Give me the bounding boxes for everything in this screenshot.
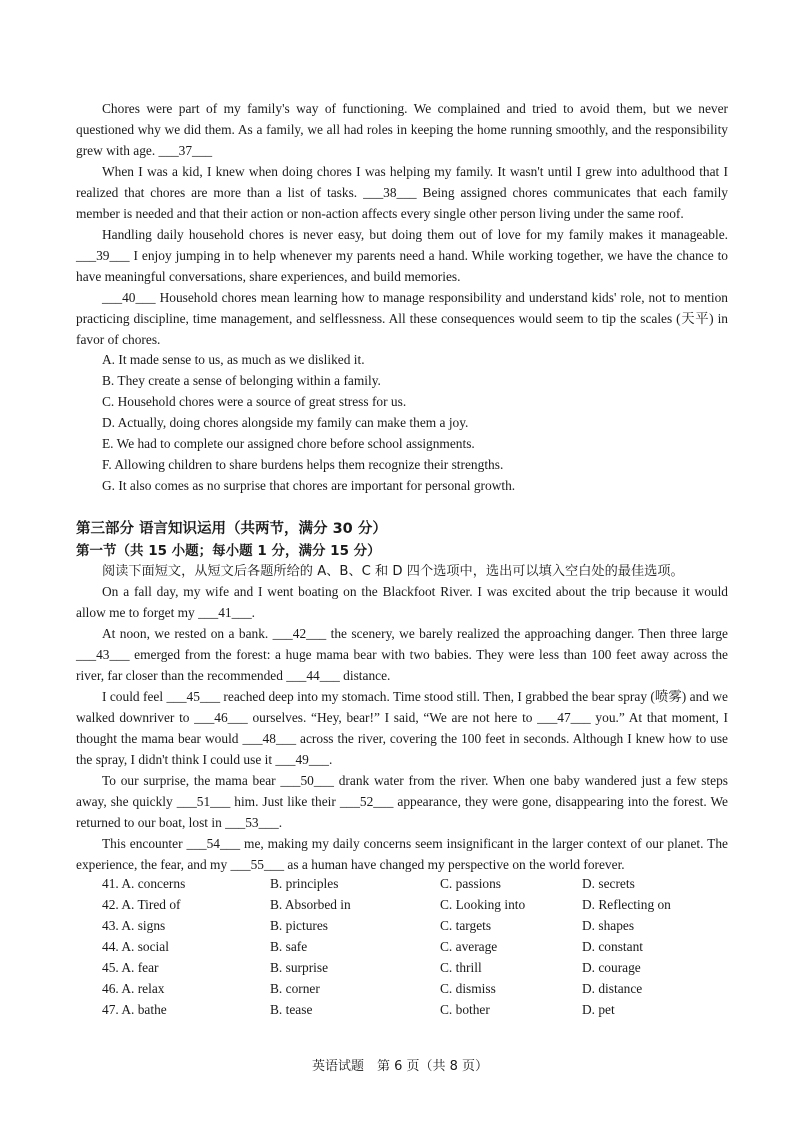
reading-paragraph-4: ___40___ Household chores mean learning how to manage responsibility and understand kids' role, not to mention practicing discipline, time management, and selflessness. All these consequences would seem to tip the scales (天平) in favor of chores. bbox=[76, 290, 732, 347]
cloze-paragraph-2: At noon, we rested on a bank. ___42___ the scenery, we barely realized the approaching danger. Then three large ___43___ emerged from the forest: a huge mama bear with two babies. They were less than 100 feet away across the river, far closer than the recommended ___44___ distance. bbox=[76, 626, 732, 683]
option-b: B. They create a sense of belonging within a family. bbox=[102, 373, 381, 388]
choice-d: D. courage bbox=[582, 960, 641, 975]
reading-paragraph-1: Chores were part of my family's way of functioning. We complained and tried to avoid them, but we never questioned why we did them. As a family, we all had roles in keeping the home running smoothly, and the responsibility grew with age. ___37___ bbox=[76, 101, 732, 158]
choice-d: D. pet bbox=[582, 1002, 615, 1017]
page-footer: 英语试题 第 6 页（共 8 页） bbox=[311, 1059, 489, 1074]
choice-b: B. Absorbed in bbox=[270, 897, 351, 912]
reading-paragraph-3: Handling daily household chores is never easy, but doing them out of love for my family makes it manageable. ___39___ I enjoy jumping in to help whenever my parents need a hand. While working together, we have the chance to have meaningful conversations, share experiences, and build memories. bbox=[76, 227, 732, 284]
choice-a: 43. A. signs bbox=[102, 918, 166, 933]
choice-c: C. bother bbox=[440, 1002, 490, 1017]
cloze-paragraph-1: On a fall day, my wife and I went boating on the Blackfoot River. I was excited about the trip because it would allow me to forget my ___41___. bbox=[76, 584, 732, 620]
choice-c: C. Looking into bbox=[440, 897, 526, 912]
choice-a: 46. A. relax bbox=[102, 981, 165, 996]
choice-d: D. Reflecting on bbox=[582, 897, 671, 912]
choice-d: D. shapes bbox=[582, 918, 635, 933]
question-row bbox=[102, 939, 742, 960]
option-a: A. It made sense to us, as much as we disliked it. bbox=[102, 352, 365, 367]
choice-a: 47. A. bathe bbox=[102, 1002, 167, 1017]
choice-a: 45. A. fear bbox=[102, 960, 159, 975]
choice-c: C. thrill bbox=[440, 960, 482, 975]
choice-b: B. safe bbox=[270, 939, 308, 954]
choice-b: B. principles bbox=[270, 876, 339, 891]
reading-paragraph-2: When I was a kid, I knew when doing chores I was helping my family. It wasn't until I grew into adulthood that I realized that chores are more than a list of tasks. ___38___ Being assigned chores communicates that each family member is needed and that their action or non-action affects every single other person living under the same roof. bbox=[76, 164, 732, 221]
question-row bbox=[102, 897, 742, 918]
cloze-paragraph-3: I could feel ___45___ reached deep into my stomach. Time stood still. Then, I grabbed the bear spray (喷雾) and we walked downriver to ___46___ ourselves. “Hey, bear!” I said, “We are not here to ___47___ you.” At that moment, I thought the mama bear would ___48___ across the river, covering the 100 feet in seconds. Although I knew how to use the spray, I didn't think I could use it ___49___. bbox=[76, 689, 732, 767]
option-g: G. It also comes as no surprise that chores are important for personal growth. bbox=[102, 478, 516, 493]
choice-b: B. pictures bbox=[270, 918, 329, 933]
option-c: C. Household chores were a source of great stress for us. bbox=[102, 394, 407, 409]
choice-c: C. passions bbox=[440, 876, 502, 891]
choice-d: D. distance bbox=[582, 981, 643, 996]
choice-b: B. surprise bbox=[270, 960, 329, 975]
question-row bbox=[102, 876, 742, 897]
instruction: 阅读下面短文，从短文后各题所给的 A、B、C 和 D 四个选项中，选出可以填入空白处的最佳选项。 bbox=[102, 564, 684, 579]
choice-b: B. corner bbox=[270, 981, 320, 996]
choice-a: 42. A. Tired of bbox=[102, 897, 181, 912]
choice-d: D. secrets bbox=[582, 876, 635, 891]
choice-c: C. dismiss bbox=[440, 981, 496, 996]
choice-b: B. tease bbox=[270, 1002, 313, 1017]
question-row bbox=[102, 981, 742, 1002]
choice-d: D. constant bbox=[582, 939, 643, 954]
choice-c: C. average bbox=[440, 939, 498, 954]
part3-heading: 第三部分 语言知识运用（共两节，满分 30 分） bbox=[76, 521, 387, 537]
option-f: F. Allowing children to share burdens helps them recognize their strengths. bbox=[102, 457, 504, 472]
option-e: E. We had to complete our assigned chore before school assignments. bbox=[102, 436, 475, 451]
choice-a: 41. A. concerns bbox=[102, 876, 186, 891]
option-d: D. Actually, doing chores alongside my family can make them a joy. bbox=[102, 415, 469, 430]
choice-a: 44. A. social bbox=[102, 939, 169, 954]
choice-c: C. targets bbox=[440, 918, 492, 933]
question-row bbox=[102, 1002, 742, 1023]
question-row bbox=[102, 960, 742, 981]
cloze-paragraph-4: To our surprise, the mama bear ___50___ drank water from the river. When one baby wandered just a few steps away, she quickly ___51___ him. Just like their ___52___ appearance, they were gone, disappearing into the forest. We returned to our boat, lost in ___53___. bbox=[76, 773, 732, 830]
question-row bbox=[102, 918, 742, 939]
cloze-paragraph-5: This encounter ___54___ me, making my daily concerns seem insignificant in the larger context of our planet. The experience, the fear, and my ___55___ as a human have changed my perspective on the world forever. bbox=[76, 836, 732, 872]
section1-heading: 第一节（共 15 小题；每小题 1 分，满分 15 分） bbox=[76, 543, 381, 559]
